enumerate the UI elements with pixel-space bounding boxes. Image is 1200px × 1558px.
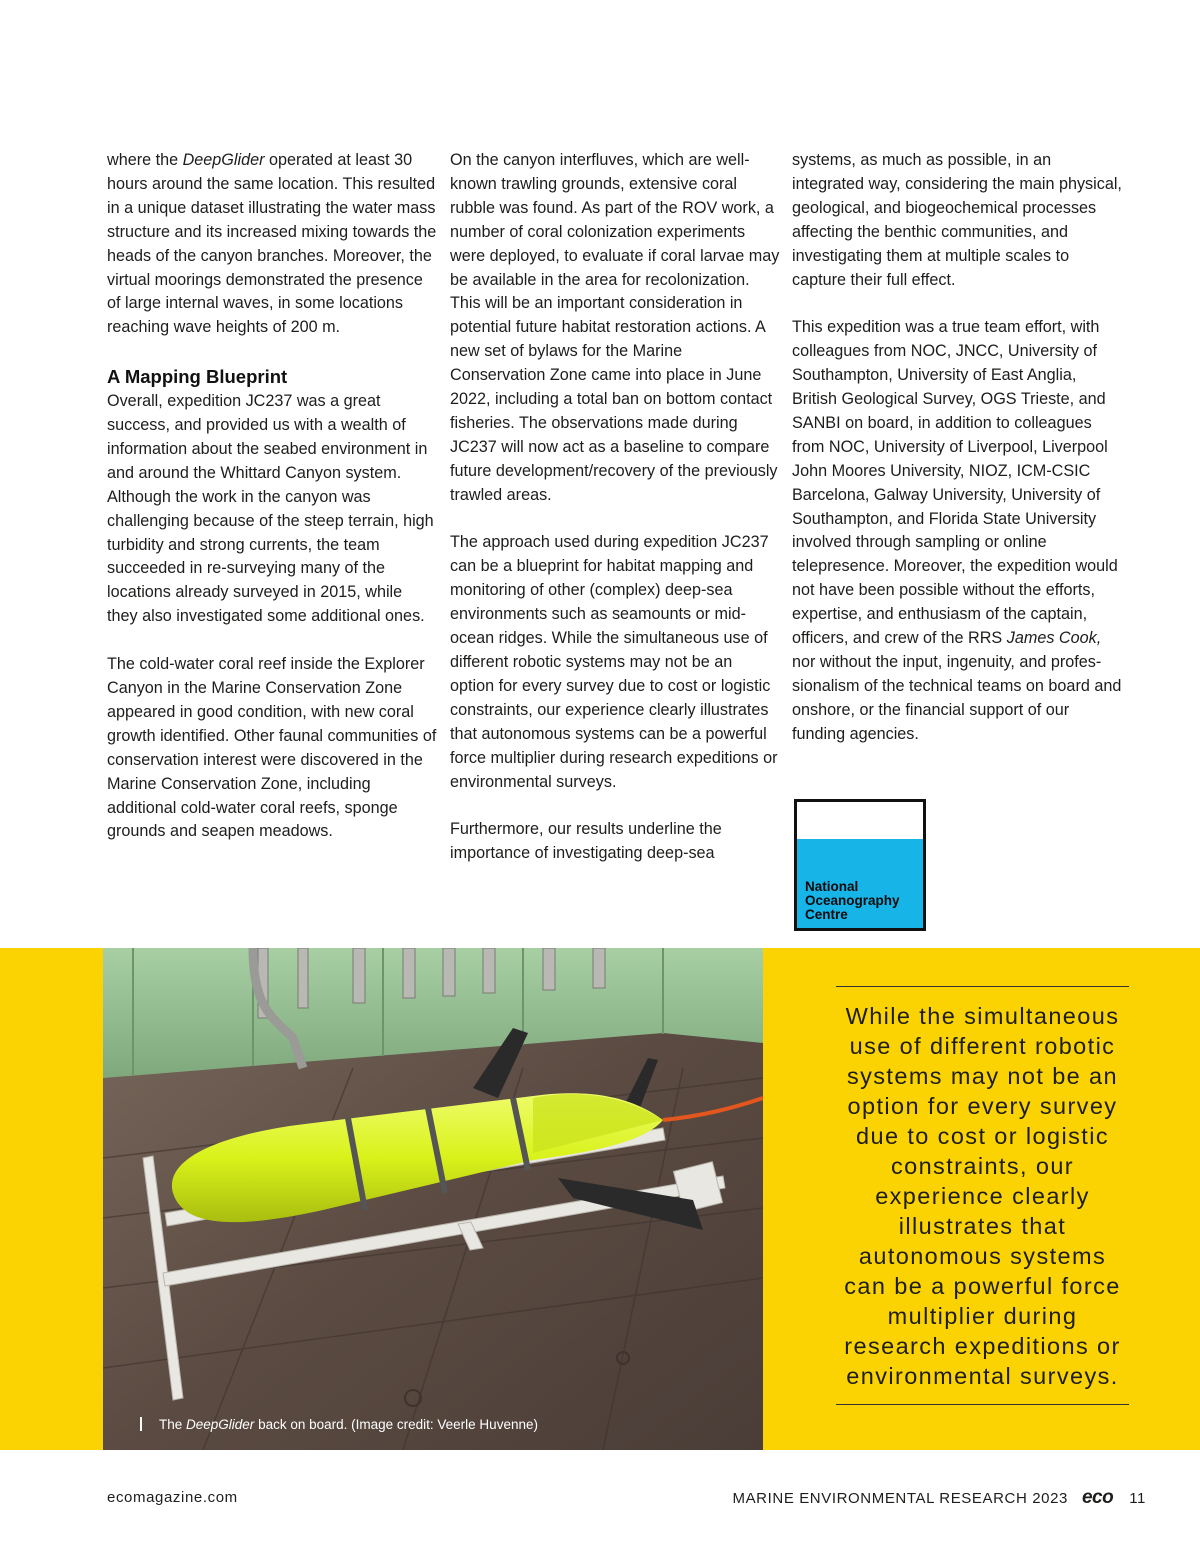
page-number: 11 xyxy=(1129,1489,1146,1507)
pull-quote: While the simultaneous use of different robotic systems may not be an option for every survey due to cost or logistic constraints, our experience clearly illustrates that autonomous systems can be a powerful force multiplier during research expeditions or environmental surveys. xyxy=(836,986,1129,1405)
ship-name: James Cook, xyxy=(1006,629,1102,648)
section-heading: A Mapping Blueprint xyxy=(107,366,288,388)
article-column-1 xyxy=(107,149,437,868)
caption-bar-icon xyxy=(140,1417,142,1431)
paragraph: systems, as much as possible, in an integrated way, considering the main physical, geological, and biogeochemical processes affecting the benthic communities, and investigating them at multiple scales to capture their full effect. xyxy=(792,151,1122,289)
paragraph: This expedition was a true team effort, with colleagues from NOC, JNCC, University of Southampton, University of East Anglia, British Geological Survey, OGS Trieste, and SANBI on board, in addition to colleagues from NOC, University of Liverpool, Liverpool John Moores University, NIOZ, ICM-CSIC Barcelona, Galway University, University of Southampton, and Florida State University involved through sampling or online telepresence. Moreover, the expedition would not have been possible without the efforts, expertise, and enthusiasm of the captain, officers, and crew of the RRS James Cook, nor without the input, ingenuity, and professionalism of the technical teams on board and onshore, or the financial support of our funding agencies. xyxy=(792,318,1122,743)
article-column-2 xyxy=(450,149,780,890)
logo-text: National Oceanography Centre xyxy=(805,879,900,922)
paragraph: The approach used during expedition JC237 can be a blueprint for habitat mapping and monitoring of other (complex) deep-sea environments such as seamounts or mid-ocean ridges. While the simultaneous use of different robotic systems may not be an option for every survey due to cost or logistic constraints, our experience clearly illustrates that autonomous systems can be a powerful force multiplier during research expeditions or environmental surveys. xyxy=(450,533,778,791)
issue-title: MARINE ENVIRONMENTAL RESEARCH 2023 xyxy=(732,1489,1068,1507)
paragraph: Overall, expedition JC237 was a great success, and provided us with a wealth of information about the seabed environment in and around the Whittard Canyon system. Although the work in the canyon was challenging because of the steep terrain, high turbidity and strong currents, the team succeeded in re-surveying many of the locations already surveyed in 2015, while they also investigated some additional ones. xyxy=(107,392,434,626)
vessel-name: DeepGlider xyxy=(182,151,265,169)
photo-caption: The DeepGlider back on board. (Image credit: Veerle Huvenne) xyxy=(140,1417,538,1432)
footer-issue xyxy=(732,1487,1146,1509)
paragraph: Furthermore, our results underline the importance of investigating deep-sea xyxy=(450,820,722,863)
noc-logo xyxy=(794,799,926,931)
glider-illustration-icon xyxy=(103,948,763,1450)
paragraph: On the canyon interfluves, which are well-known trawling grounds, extensive coral rubble was found. As part of the ROV work, a number of coral colonization experiments were deployed, to evaluate if coral larvae may be available in the area for recolonization. This will be an important consideration in potential future habitat restoration actions. A new set of bylaws for the Marine Conservation Zone came into place in June 2022, including a total ban on bottom contact fisheries. The observations made during JC237 will now act as a baseline to compare future development/recovery of the previously trawled areas. xyxy=(450,151,780,504)
paragraph: The cold-water coral reef inside the Explorer Canyon in the Marine Conservation Zone appeared in good condition, with new coral growth identified. Other faunal communities of conservation interest were discovered in the Marine Conservation Zone, including additional cold-water coral reefs, sponge grounds and seapen meadows. xyxy=(107,655,437,841)
footer-website: ecomagazine.com xyxy=(107,1489,238,1506)
deepglider-photo xyxy=(103,948,763,1450)
eco-logo: eco xyxy=(1081,1487,1114,1508)
paragraph: where the DeepGlider operated at least 30 hours around the same location. This resulted in a unique dataset illustrating the water mass structure and its increased mixing towards the heads of the canyon branches. Moreover, the virtual moorings demonstrated the presence of large internal waves, in some locations reaching wave heights of 200 m. xyxy=(107,151,437,337)
article-column-3 xyxy=(792,149,1122,771)
